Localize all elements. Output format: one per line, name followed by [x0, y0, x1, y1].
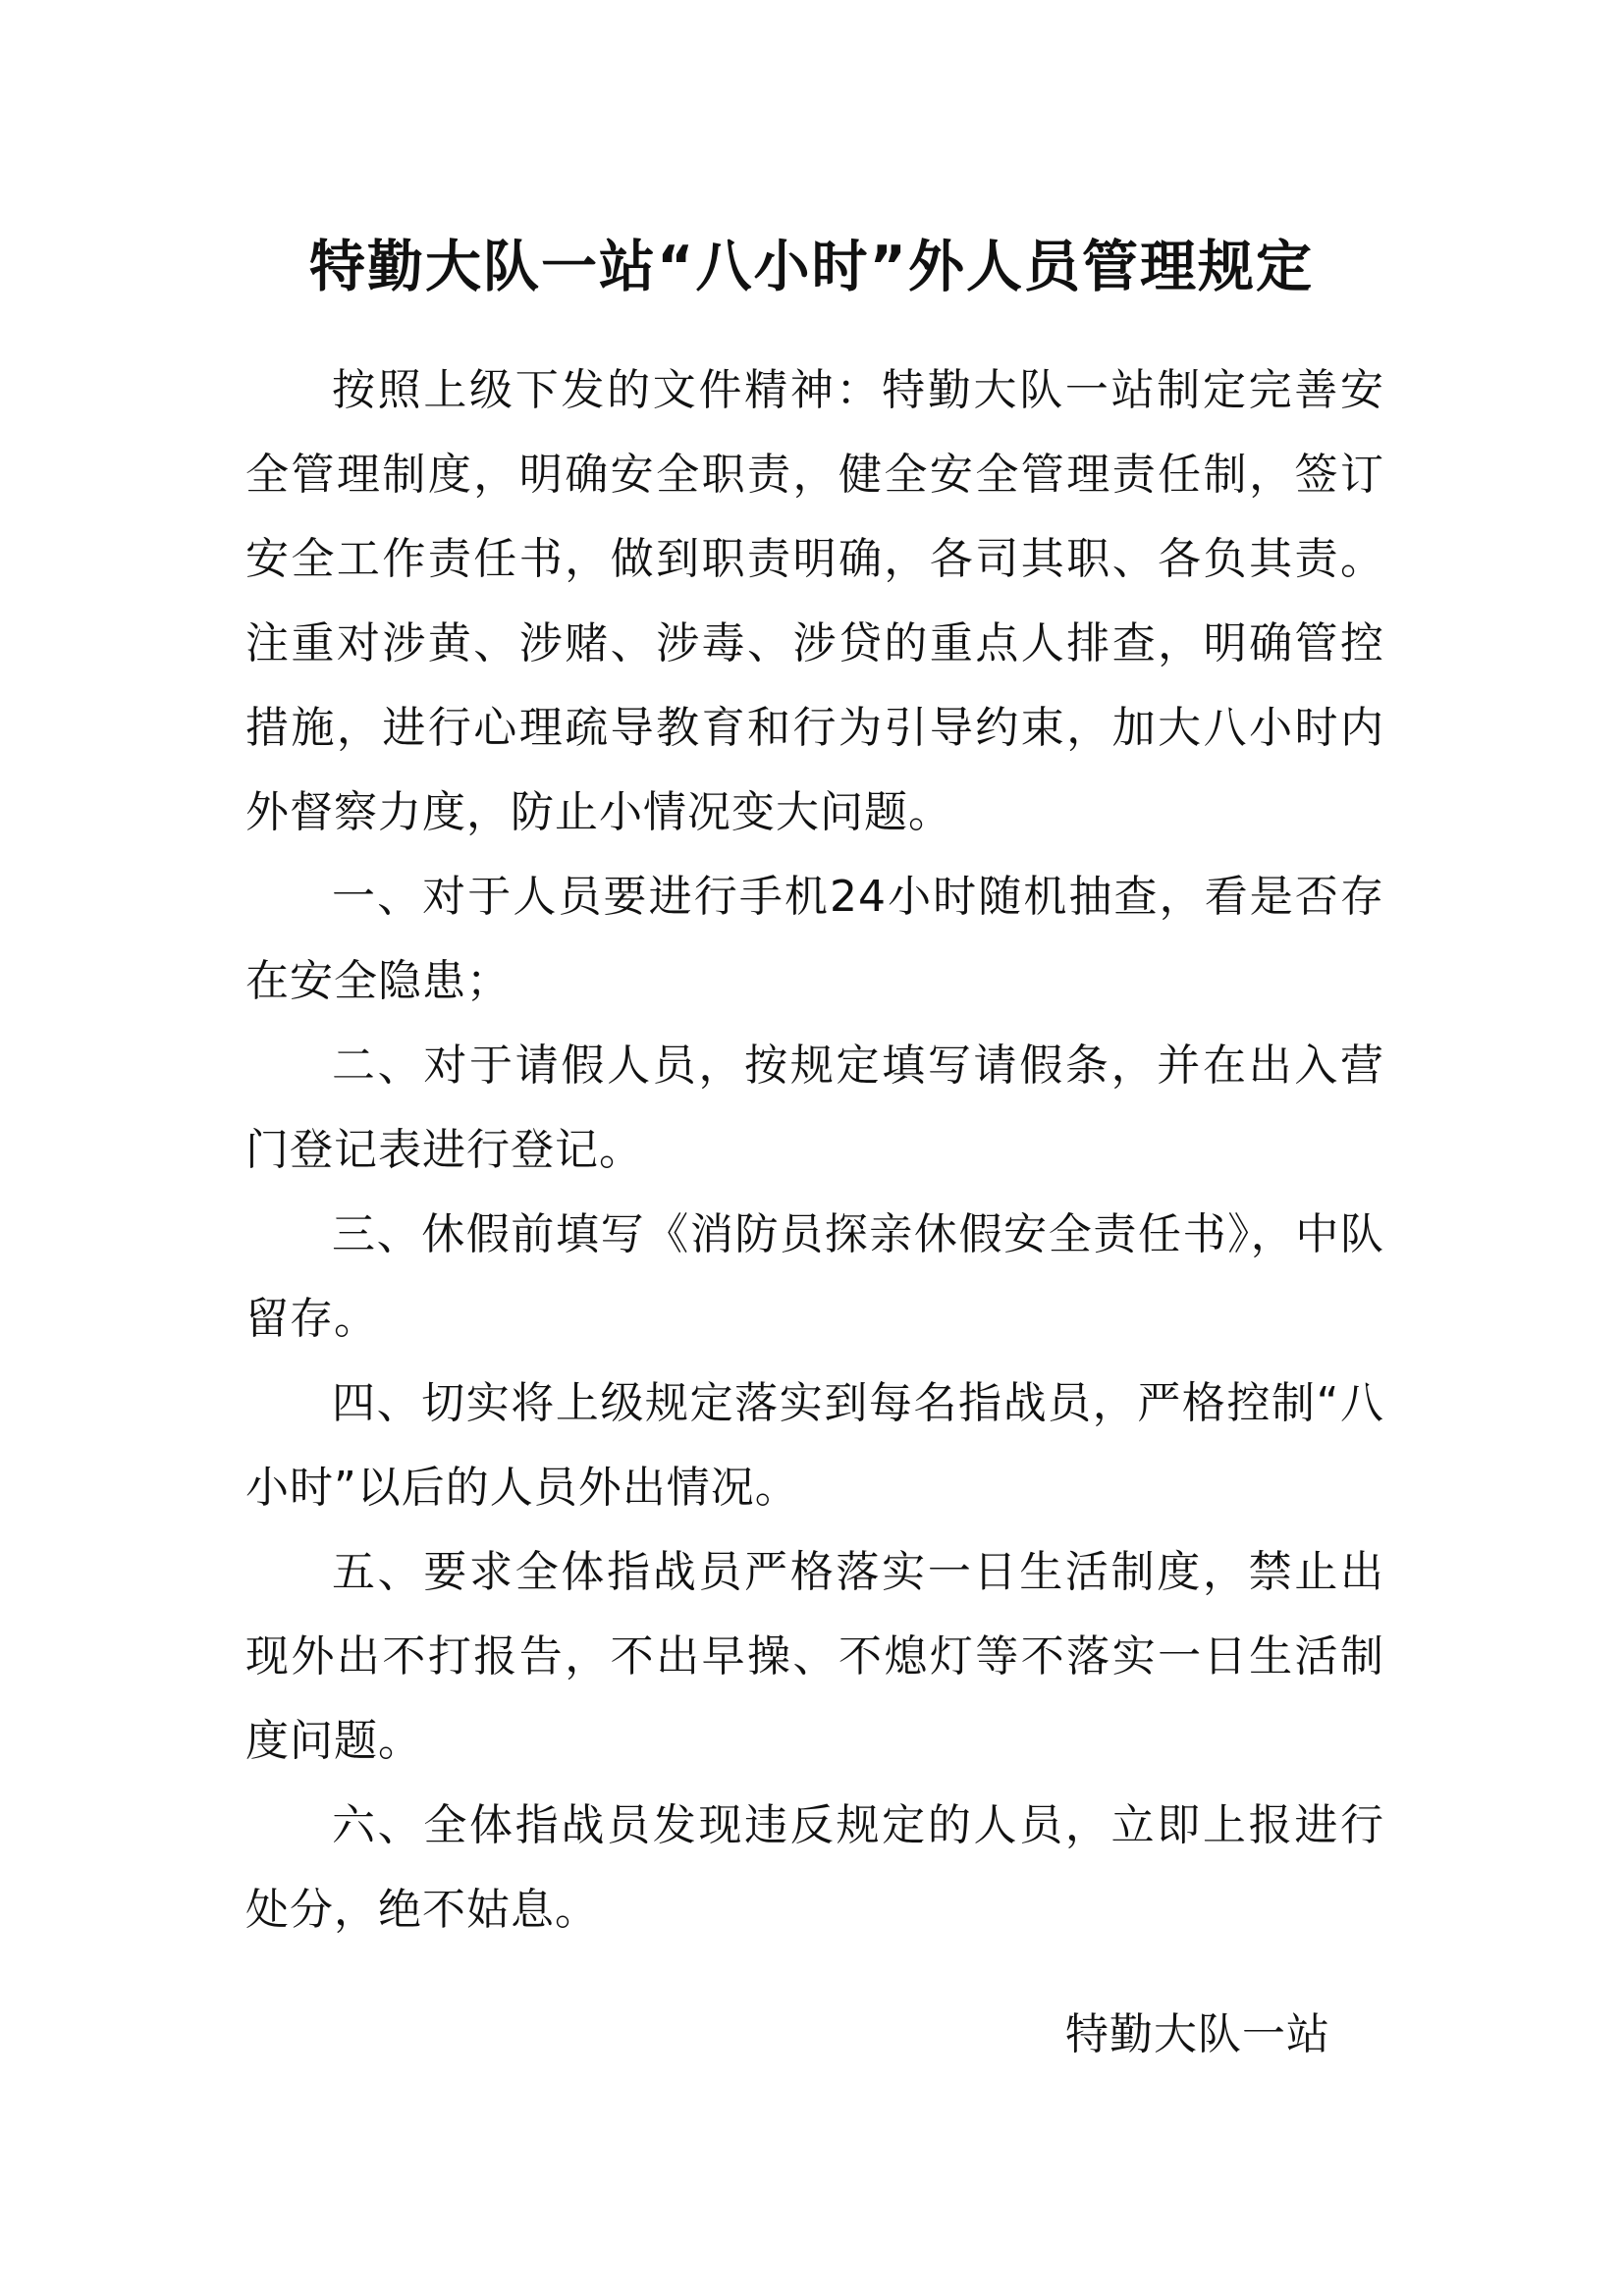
rule-item-6: 六、全体指战员发现违反规定的人员，立即上报进行处分，绝不姑息。 [245, 1800, 1384, 1935]
rule-item-5: 五、要求全体指战员严格落实一日生活制度，禁止出现外出不打报告，不出早操、不熄灯等不落实一日生活制度问题。 [245, 1547, 1384, 1766]
rule-item-3: 三、休假前填写《消防员探亲休假安全责任书》，中队留存。 [245, 1209, 1384, 1344]
rule-item-2: 二、对于请假人员，按规定填写请假条，并在出入营门登记表进行登记。 [245, 1041, 1384, 1175]
document-title: 特勤大队一站“八小时”外人员管理规定 [309, 235, 1314, 299]
intro-paragraph: 按照上级下发的文件精神：特勤大队一站制定完善安全管理制度，明确安全职责，健全安全管理责任制，签订安全工作责任书，做到职责明确，各司其职、各负其责。注重对涉黄、涉赌、涉毒、涉贷的重点人排查，明确管控措施，进行心理疏导教育和行为引导约束，加大八小时内外督察力度，防止小情况变大问题。 [245, 365, 1384, 837]
issuer-signature: 特勤大队一站 [1065, 2009, 1330, 2059]
rule-item-1: 一、对于人员要进行手机24小时随机抽查，看是否存在安全隐患； [245, 872, 1384, 1006]
rule-item-4: 四、切实将上级规定落实到每名指战员，严格控制“八小时”以后的人员外出情况。 [245, 1378, 1384, 1513]
document-body [245, 348, 1384, 1952]
